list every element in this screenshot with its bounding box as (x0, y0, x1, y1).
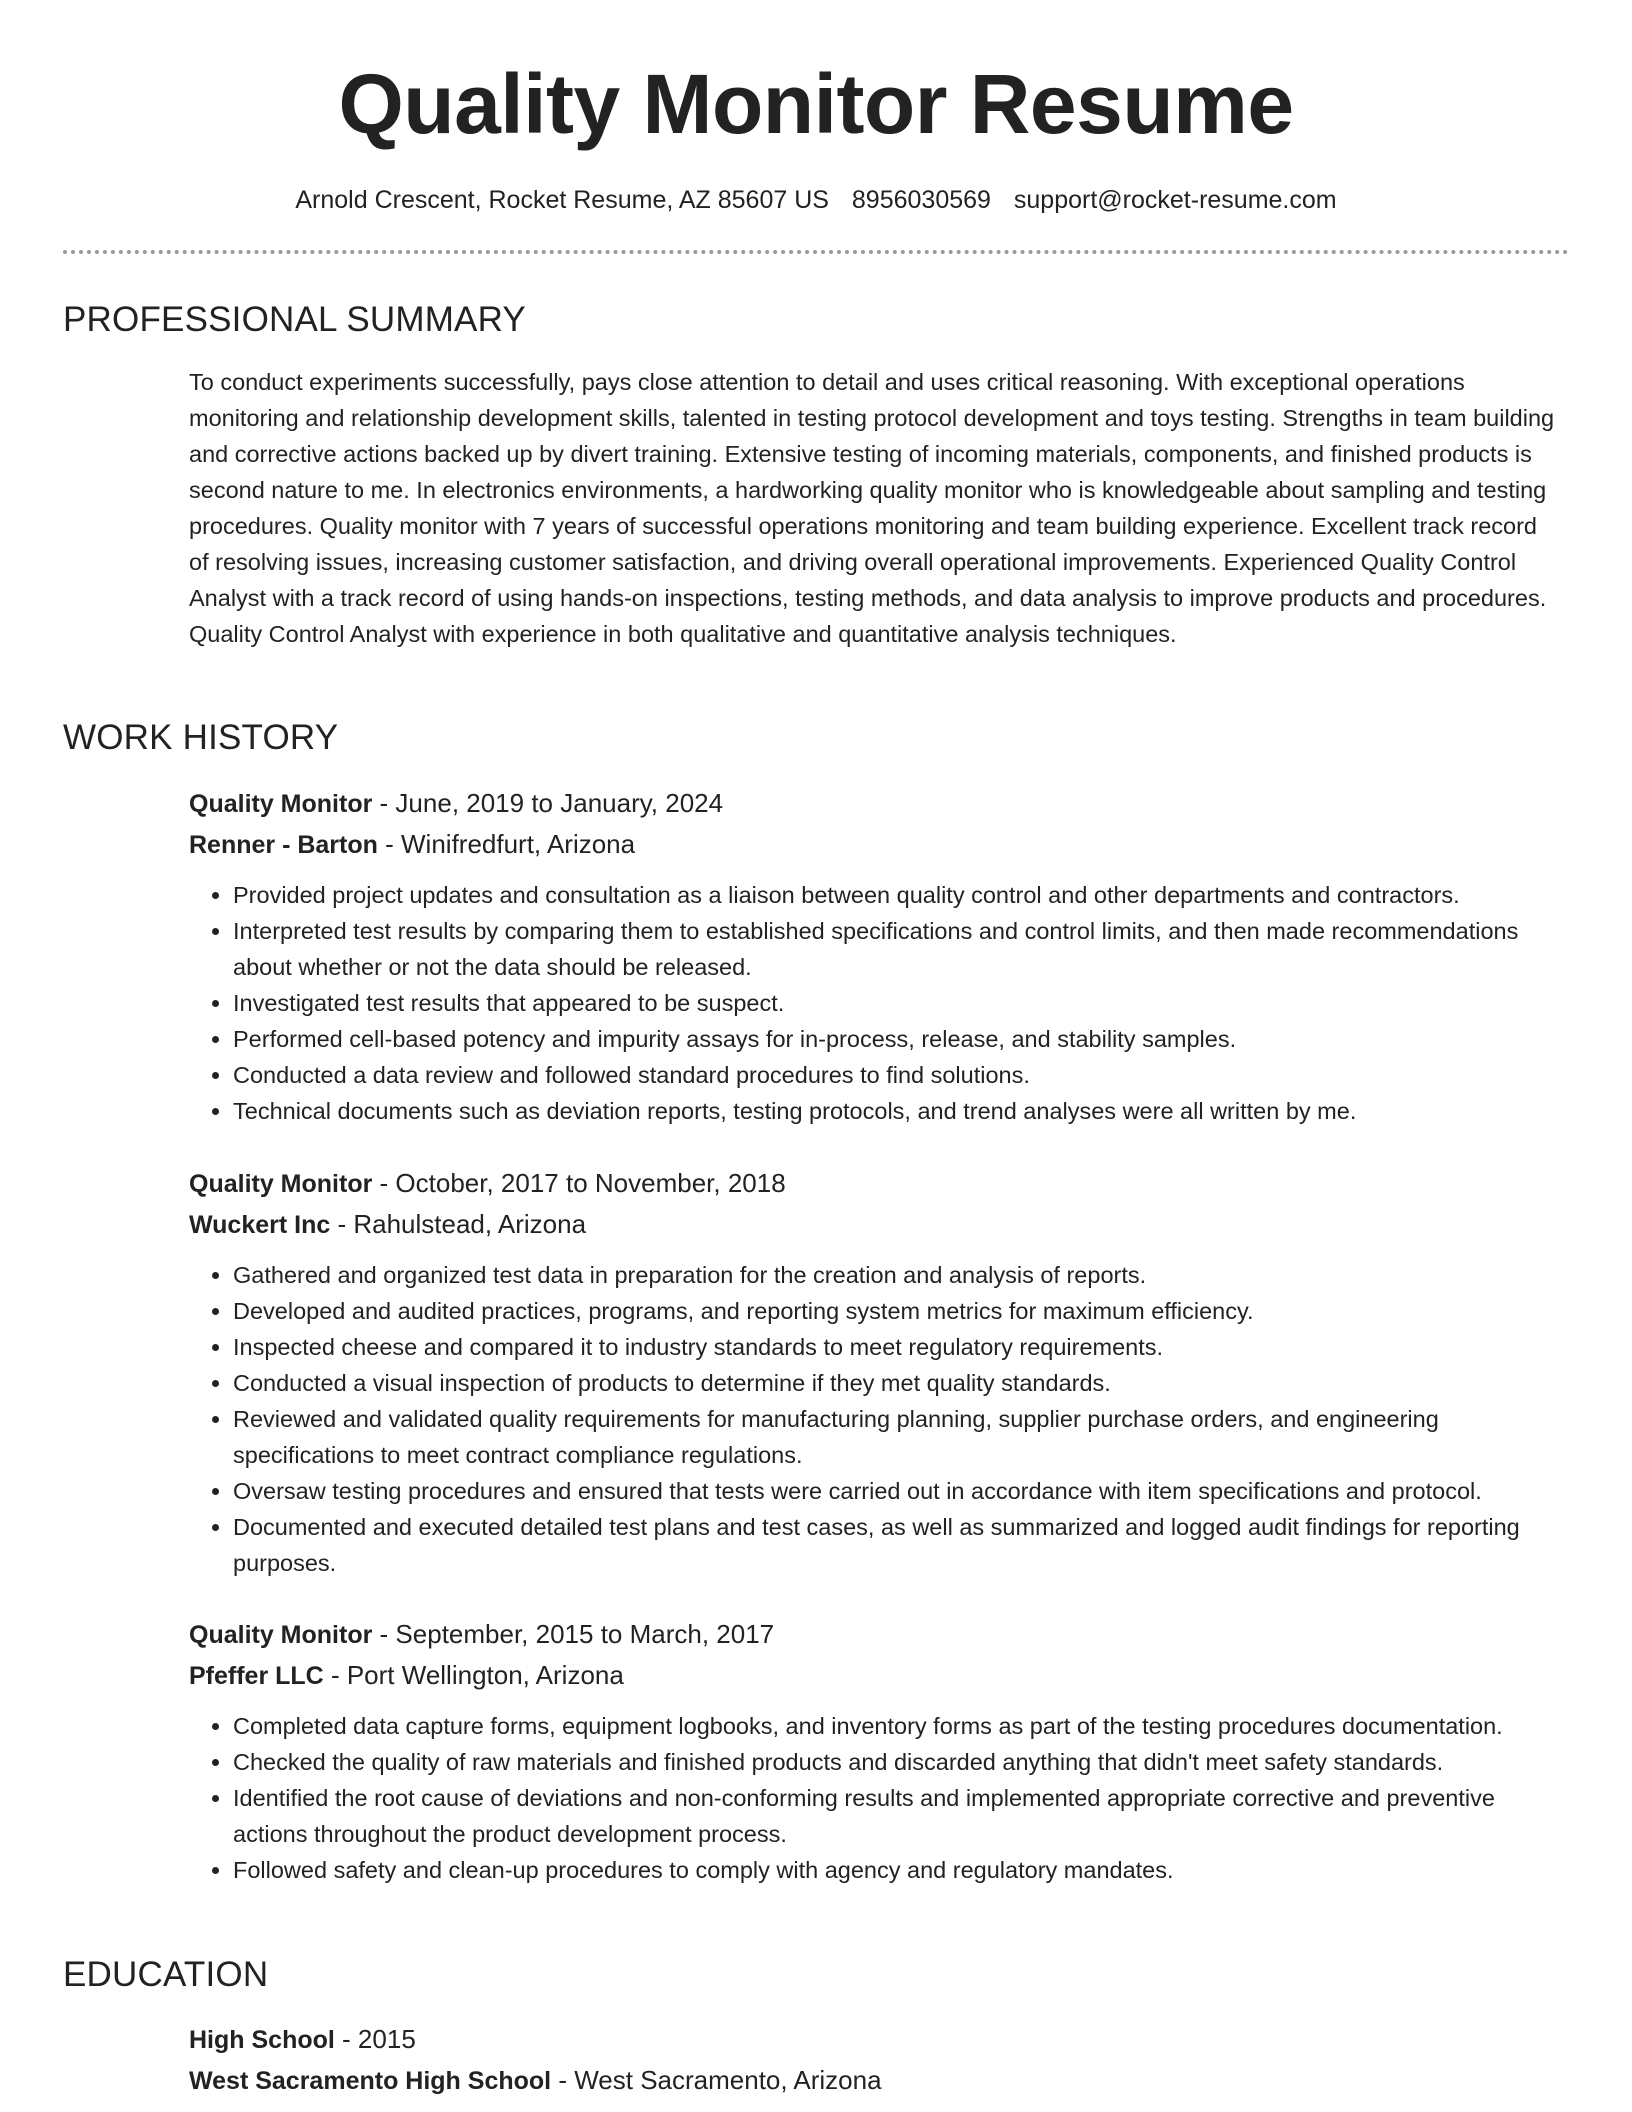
job-bullet: • Conducted a data review and followed standard procedures to find solutions. (233, 1057, 1569, 1093)
contact-line (0, 184, 1632, 216)
job-entry (189, 1163, 1569, 1581)
summary-heading: PROFESSIONAL SUMMARY (63, 300, 526, 339)
contact-address: Arnold Crescent, Rocket Resume, AZ 85607 US (295, 186, 829, 214)
job-company-line (189, 1204, 1569, 1245)
job-title-line (189, 783, 1569, 824)
job-bullet: • Interpreted test results by comparing them to established specifications and control limits, and then made recommendations about whether or not the data should be released. (233, 913, 1569, 985)
job-bullet: • Oversaw testing procedures and ensured that tests were carried out in accordance with item specifications and protocol. (233, 1473, 1569, 1509)
job-bullet: • Provided project updates and consultation as a liaison between quality control and other departments and contractors. (233, 877, 1569, 913)
job-bullet: • Conducted a visual inspection of products to determine if they met quality standards. (233, 1365, 1569, 1401)
job-company-line (189, 1655, 1569, 1696)
job-bullets (189, 1708, 1569, 1888)
education-heading: EDUCATION (63, 1955, 269, 1994)
job-location: - Port Wellington, Arizona (323, 1660, 624, 1690)
header-divider (63, 250, 1569, 254)
job-title: Quality Monitor (189, 1170, 373, 1198)
education-location: - West Sacramento, Arizona (551, 2065, 882, 2095)
job-dates: - June, 2019 to January, 2024 (372, 788, 724, 818)
job-entry (189, 1614, 1569, 1888)
job-title-line (189, 1614, 1569, 1655)
job-bullet: • Technical documents such as deviation reports, testing protocols, and trend analyses were all written by me. (233, 1093, 1569, 1129)
job-dates: - October, 2017 to November, 2018 (372, 1168, 786, 1198)
education-school-line (189, 2060, 1569, 2101)
job-company: Pfeffer LLC (189, 1662, 324, 1690)
job-entry (189, 783, 1569, 1129)
job-bullet: • Documented and executed detailed test plans and test cases, as well as summarized and logged audit findings for reporting purposes. (233, 1509, 1569, 1581)
job-bullets (189, 877, 1569, 1129)
job-company: Wuckert Inc (189, 1211, 331, 1239)
job-dates: - September, 2015 to March, 2017 (372, 1619, 775, 1649)
education-year: - 2015 (334, 2024, 416, 2054)
job-title: Quality Monitor (189, 1621, 373, 1649)
education-degree: High School (189, 2026, 335, 2054)
job-bullet: • Developed and audited practices, programs, and reporting system metrics for maximum efficiency. (233, 1293, 1569, 1329)
job-location: - Rahulstead, Arizona (330, 1209, 587, 1239)
education-entry (189, 2019, 1569, 2101)
contact-phone: 8956030569 (851, 186, 991, 214)
job-company-line (189, 824, 1569, 865)
job-bullet: • Completed data capture forms, equipment logbooks, and inventory forms as part of the testing procedures documentation. (233, 1708, 1569, 1744)
work-history-heading: WORK HISTORY (63, 718, 339, 757)
resume-title: Quality Monitor Resume (338, 57, 1294, 151)
job-location: - Winifredfurt, Arizona (377, 829, 636, 859)
summary-text: To conduct experiments successfully, pays close attention to detail and uses critical reasoning. With exceptional operations monitoring and relationship development skills, talented in testing protocol development and toys testing. Strengths in team building and corrective actions backed up by divert training. Extensive testing of incoming materials, components, and finished products is second nature to me. In electronics environments, a hardworking quality monitor who is knowledgeable about sampling and testing procedures. Quality monitor with 7 years of successful operations monitoring and team building experience. Excellent track record of resolving issues, increasing customer satisfaction, and driving overall operational improvements. Experienced Quality Control Analyst with a track record of using hands-on inspections, testing methods, and data analysis to improve products and procedures. Quality Control Analyst with experience in both qualitative and quantitative analysis techniques. (189, 369, 1555, 647)
job-bullet: • Gathered and organized test data in preparation for the creation and analysis of reports. (233, 1257, 1569, 1293)
job-bullet: • Followed safety and clean-up procedures to comply with agency and regulatory mandates. (233, 1852, 1569, 1888)
job-bullets (189, 1257, 1569, 1581)
job-bullet: • Performed cell-based potency and impurity assays for in-process, release, and stability samples. (233, 1021, 1569, 1057)
job-bullet: • Inspected cheese and compared it to industry standards to meet regulatory requirements. (233, 1329, 1569, 1365)
job-bullet: • Investigated test results that appeared to be suspect. (233, 985, 1569, 1021)
job-bullet: • Checked the quality of raw materials and finished products and discarded anything that didn't meet safety standards. (233, 1744, 1569, 1780)
job-bullet: • Identified the root cause of deviations and non-conforming results and implemented appropriate corrective and preventive actions throughout the product development process. (233, 1780, 1569, 1852)
job-title-line (189, 1163, 1569, 1204)
contact-email: support@rocket-resume.com (1013, 186, 1337, 214)
job-title: Quality Monitor (189, 790, 373, 818)
job-bullet: • Reviewed and validated quality requirements for manufacturing planning, supplier purchase orders, and engineering specifications to meet contract compliance regulations. (233, 1401, 1569, 1473)
job-company: Renner - Barton (189, 831, 378, 859)
education-school: West Sacramento High School (189, 2067, 552, 2095)
education-degree-line (189, 2019, 1569, 2060)
